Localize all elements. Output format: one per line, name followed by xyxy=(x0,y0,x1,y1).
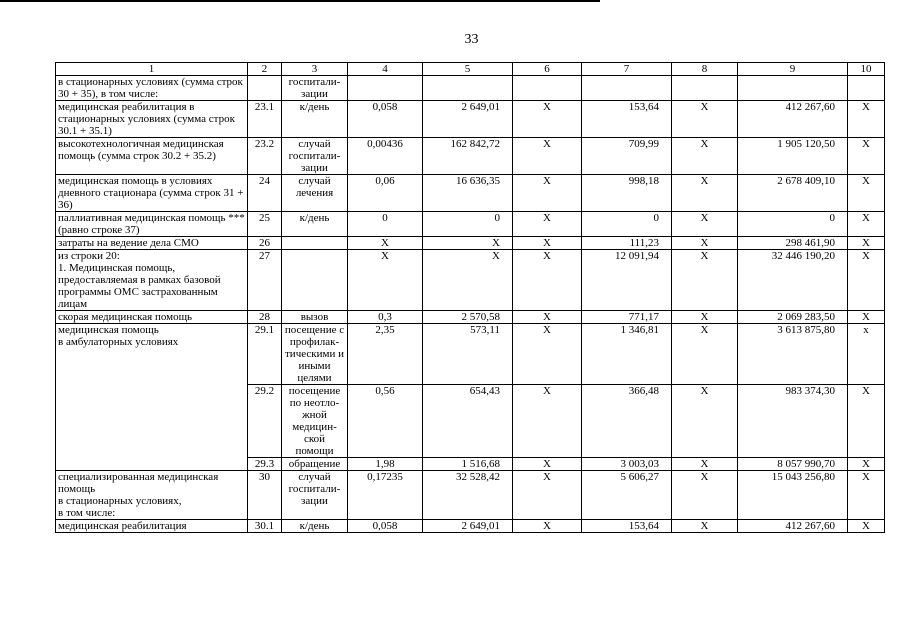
row-value-c9: 412 267,60 xyxy=(738,520,848,533)
row-value-c7: 709,99 xyxy=(582,138,672,175)
row-value-c9: 1 905 120,50 xyxy=(738,138,848,175)
row-description: медицинская реабилитация xyxy=(56,520,248,533)
row-unit: обращение xyxy=(282,458,348,471)
row-value-c9: 0 xyxy=(738,212,848,237)
row-value-c7: 366,48 xyxy=(582,385,672,458)
row-description: медицинская помощь в условиях дневного стационара (сумма строк 31 + 36) xyxy=(56,175,248,212)
row-value-c4: 0,56 xyxy=(348,385,423,458)
row-value-c9: 298 461,90 xyxy=(738,237,848,250)
row-value-c10: X xyxy=(848,237,885,250)
row-unit: случай лечения xyxy=(282,175,348,212)
row-value-c6: X xyxy=(513,237,582,250)
row-value-c10: X xyxy=(848,471,885,520)
row-value-c6: X xyxy=(513,471,582,520)
tariff-table xyxy=(55,62,885,533)
row-value-c4: 2,35 xyxy=(348,324,423,385)
row-value-c4: 0,00436 xyxy=(348,138,423,175)
header-row xyxy=(56,63,885,76)
row-line-number xyxy=(248,76,282,101)
column-header-2: 2 xyxy=(248,63,282,76)
row-value-c7: 5 606,27 xyxy=(582,471,672,520)
row-value-c9 xyxy=(738,76,848,101)
top-rule xyxy=(0,0,600,2)
row-unit xyxy=(282,237,348,250)
row-value-c5: 654,43 xyxy=(423,385,513,458)
row-value-c6: X xyxy=(513,101,582,138)
row-value-c8: X xyxy=(672,138,738,175)
row-value-c4: 0,06 xyxy=(348,175,423,212)
column-header-3: 3 xyxy=(282,63,348,76)
row-value-c7: 0 xyxy=(582,212,672,237)
row-value-c6: X xyxy=(513,324,582,385)
row-value-c8: X xyxy=(672,520,738,533)
column-header-4: 4 xyxy=(348,63,423,76)
row-description: из строки 20: 1. Медицинская помощь, предоставляемая в рамках базовой программы ОМС застрахованным лицам xyxy=(56,250,248,311)
row-value-c5: 0 xyxy=(423,212,513,237)
row-value-c7: 998,18 xyxy=(582,175,672,212)
row-unit: госпитали- зации xyxy=(282,76,348,101)
row-description: паллиативная медицинская помощь *** (равно строке 37) xyxy=(56,212,248,237)
row-line-number: 30 xyxy=(248,471,282,520)
row-value-c4: 0,058 xyxy=(348,101,423,138)
row-value-c5: 162 842,72 xyxy=(423,138,513,175)
row-line-number: 24 xyxy=(248,175,282,212)
row-value-c10: X xyxy=(848,311,885,324)
row-value-c8: X xyxy=(672,385,738,458)
column-header-1: 1 xyxy=(56,63,248,76)
row-value-c5: 32 528,42 xyxy=(423,471,513,520)
row-value-c4: 0,3 xyxy=(348,311,423,324)
row-description: медицинская реабилитация в стационарных условиях (сумма строк 30.1 + 35.1) xyxy=(56,101,248,138)
row-unit: вызов xyxy=(282,311,348,324)
table-row xyxy=(56,138,885,175)
row-line-number: 23.2 xyxy=(248,138,282,175)
row-line-number: 23.1 xyxy=(248,101,282,138)
column-header-10: 10 xyxy=(848,63,885,76)
row-value-c7 xyxy=(582,76,672,101)
table-row xyxy=(56,175,885,212)
row-value-c10 xyxy=(848,76,885,101)
row-value-c5: 2 570,58 xyxy=(423,311,513,324)
row-value-c7: 153,64 xyxy=(582,101,672,138)
row-unit: к/день xyxy=(282,212,348,237)
table-row xyxy=(56,250,885,311)
row-unit xyxy=(282,250,348,311)
table-row xyxy=(56,237,885,250)
row-unit: посещение с профилак- тическими и иными целями xyxy=(282,324,348,385)
row-line-number: 29.1 xyxy=(248,324,282,385)
table-row xyxy=(56,520,885,533)
row-value-c5: 2 649,01 xyxy=(423,520,513,533)
column-header-8: 8 xyxy=(672,63,738,76)
row-value-c9: 8 057 990,70 xyxy=(738,458,848,471)
row-value-c9: 2 069 283,50 xyxy=(738,311,848,324)
row-line-number: 28 xyxy=(248,311,282,324)
row-value-c7: 153,64 xyxy=(582,520,672,533)
page-number: 33 xyxy=(464,32,479,47)
table-row xyxy=(56,212,885,237)
row-value-c7: 12 091,94 xyxy=(582,250,672,311)
row-line-number: 30.1 xyxy=(248,520,282,533)
row-value-c9: 3 613 875,80 xyxy=(738,324,848,385)
table-row xyxy=(56,324,885,385)
row-value-c6: X xyxy=(513,311,582,324)
row-value-c8: X xyxy=(672,324,738,385)
row-line-number: 27 xyxy=(248,250,282,311)
row-value-c8: X xyxy=(672,175,738,212)
row-value-c10: X xyxy=(848,458,885,471)
column-header-9: 9 xyxy=(738,63,848,76)
row-description: скорая медицинская помощь xyxy=(56,311,248,324)
row-value-c4: 0,058 xyxy=(348,520,423,533)
row-unit: к/день xyxy=(282,101,348,138)
row-value-c8: X xyxy=(672,458,738,471)
row-value-c7: 3 003,03 xyxy=(582,458,672,471)
row-value-c8: X xyxy=(672,250,738,311)
row-description: специализированная медицинская помощь в стационарных условиях, в том числе: xyxy=(56,471,248,520)
row-value-c8: X xyxy=(672,311,738,324)
row-value-c4: 0,17235 xyxy=(348,471,423,520)
row-value-c9: 2 678 409,10 xyxy=(738,175,848,212)
table-row xyxy=(56,471,885,520)
row-value-c7: 1 346,81 xyxy=(582,324,672,385)
column-header-6: 6 xyxy=(513,63,582,76)
row-value-c10: x xyxy=(848,324,885,385)
row-line-number: 25 xyxy=(248,212,282,237)
row-unit: случай госпитали- зации xyxy=(282,471,348,520)
row-value-c4 xyxy=(348,76,423,101)
row-value-c5: 573,11 xyxy=(423,324,513,385)
row-value-c6: X xyxy=(513,458,582,471)
column-header-5: 5 xyxy=(423,63,513,76)
row-value-c6: X xyxy=(513,175,582,212)
row-value-c4: X xyxy=(348,237,423,250)
row-value-c9: 412 267,60 xyxy=(738,101,848,138)
column-header-7: 7 xyxy=(582,63,672,76)
row-value-c7: 111,23 xyxy=(582,237,672,250)
row-value-c6: X xyxy=(513,250,582,311)
row-value-c10: X xyxy=(848,385,885,458)
row-value-c6: X xyxy=(513,520,582,533)
row-value-c6: X xyxy=(513,212,582,237)
row-value-c5: X xyxy=(423,250,513,311)
table-row xyxy=(56,311,885,324)
row-unit: посещение по неотло- жной медицин- ской помощи xyxy=(282,385,348,458)
row-description: в стационарных условиях (сумма строк 30 + 35), в том числе: xyxy=(56,76,248,101)
row-value-c7: 771,17 xyxy=(582,311,672,324)
row-value-c5: 2 649,01 xyxy=(423,101,513,138)
row-unit: случай госпитали- зации xyxy=(282,138,348,175)
row-value-c10: X xyxy=(848,101,885,138)
row-value-c8 xyxy=(672,76,738,101)
row-value-c8: X xyxy=(672,237,738,250)
row-value-c10: X xyxy=(848,138,885,175)
row-value-c8: X xyxy=(672,212,738,237)
row-value-c4: X xyxy=(348,250,423,311)
row-value-c5: X xyxy=(423,237,513,250)
row-value-c8: X xyxy=(672,471,738,520)
row-value-c9: 15 043 256,80 xyxy=(738,471,848,520)
row-value-c10: X xyxy=(848,175,885,212)
row-line-number: 29.3 xyxy=(248,458,282,471)
row-description: затраты на ведение дела СМО xyxy=(56,237,248,250)
row-value-c5: 1 516,68 xyxy=(423,458,513,471)
row-value-c5: 16 636,35 xyxy=(423,175,513,212)
table-row xyxy=(56,101,885,138)
row-value-c6: X xyxy=(513,385,582,458)
row-line-number: 29.2 xyxy=(248,385,282,458)
row-value-c10: X xyxy=(848,520,885,533)
row-value-c4: 1,98 xyxy=(348,458,423,471)
row-value-c10: X xyxy=(848,250,885,311)
table-row xyxy=(56,76,885,101)
row-value-c5 xyxy=(423,76,513,101)
row-description: медицинская помощь в амбулаторных условиях xyxy=(56,324,248,471)
row-value-c10: X xyxy=(848,212,885,237)
row-value-c9: 32 446 190,20 xyxy=(738,250,848,311)
row-line-number: 26 xyxy=(248,237,282,250)
row-unit: к/день xyxy=(282,520,348,533)
row-value-c6 xyxy=(513,76,582,101)
row-value-c4: 0 xyxy=(348,212,423,237)
row-description: высокотехнологичная медицинская помощь (сумма строк 30.2 + 35.2) xyxy=(56,138,248,175)
row-value-c8: X xyxy=(672,101,738,138)
row-value-c6: X xyxy=(513,138,582,175)
row-value-c9: 983 374,30 xyxy=(738,385,848,458)
table-body xyxy=(56,63,885,533)
